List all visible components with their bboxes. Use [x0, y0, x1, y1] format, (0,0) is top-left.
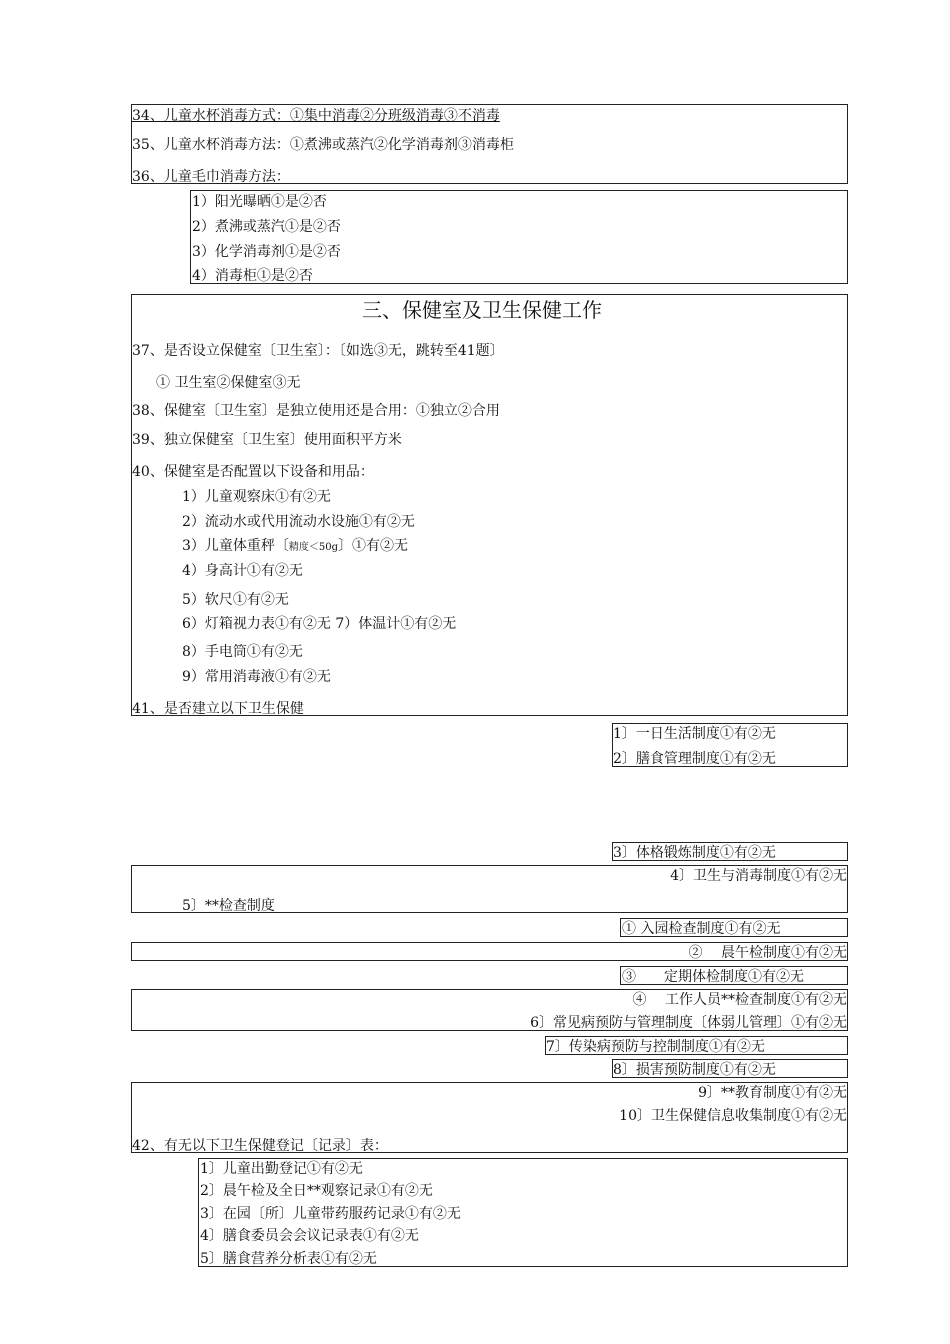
- q41-item-10: 10〕卫生保健信息收集制度①有②无: [619, 1108, 847, 1124]
- q40-item-5: 5）软尺①有②无: [182, 592, 289, 608]
- q41-item-5b: ② 晨午检制度①有②无: [688, 945, 847, 961]
- q41-item-4: 4〕卫生与消毒制度①有②无: [670, 868, 847, 884]
- q41-item-8: 8〕损害预防制度①有②无: [613, 1062, 776, 1078]
- q42-item-1: 1〕儿童出勤登记①有②无: [200, 1161, 363, 1177]
- q41-item-6: 6〕常见病预防与管理制度〔体弱儿管理〕①有②无: [530, 1015, 847, 1031]
- q40-item-2: 2）流动水或代用流动水设施①有②无: [182, 514, 415, 530]
- q42-item-4: 4〕膳食委员会会议记录表①有②无: [200, 1228, 419, 1244]
- q40-item-8: 8）手电筒①有②无: [182, 644, 303, 660]
- q41-item-5a: ① 入园检查制度①有②无: [622, 921, 781, 937]
- q36-text: 36、儿童毛巾消毒方法：: [132, 169, 290, 185]
- q41-item-9: 9〕**教育制度①有②无: [698, 1085, 847, 1101]
- q40-item-3-a: 3）儿童体重秤〔: [182, 538, 289, 554]
- q41-item-5c: ③ 定期体检制度①有②无: [622, 969, 804, 985]
- q42-item-2: 2〕晨午检及全日**观察记录①有②无: [200, 1183, 433, 1199]
- q40-text: 40、保健室是否配置以下设备和用品：: [132, 464, 374, 480]
- q38-text: 38、保健室〔卫生室〕是独立使用还是合用：①独立②合用: [132, 403, 500, 419]
- q37-text: 37、是否设立保健室〔卫生室〕：〔如选③无，跳转至41题〕: [132, 343, 504, 359]
- q40-item-3-b: 〕①有②无: [338, 538, 409, 554]
- q40-item-9: 9）常用消毒液①有②无: [182, 669, 331, 685]
- q40-item-3-precision: 精度＜50g: [288, 542, 339, 553]
- q40-item-3: [182, 537, 408, 557]
- q36-option-3: 3）化学消毒剂①是②否: [192, 244, 341, 260]
- q35-text: 35、儿童水杯消毒方法：①煮沸或蒸汽②化学消毒剂③消毒柜: [132, 137, 514, 153]
- q36-option-1: 1）阳光曝晒①是②否: [192, 194, 327, 210]
- q42-item-3: 3〕在园〔所〕儿童带药服药记录①有②无: [200, 1206, 461, 1222]
- q41-item-1: 1〕一日生活制度①有②无: [613, 726, 776, 742]
- section-title: 三、保健室及卫生保健工作: [362, 298, 602, 322]
- q41-item-2: 2〕膳食管理制度①有②无: [613, 751, 776, 767]
- q41-item-3: 3〕体格锻炼制度①有②无: [613, 845, 776, 861]
- q37-options: ① 卫生室②保健室③无: [156, 375, 301, 391]
- q42-item-5: 5〕膳食营养分析表①有②无: [200, 1251, 377, 1267]
- q40-item-4: 4）身高计①有②无: [182, 563, 303, 579]
- q40-item-6-7: 6）灯箱视力表①有②无 7）体温计①有②无: [182, 616, 457, 632]
- q42-text: 42、有无以下卫生保健登记〔记录〕表：: [132, 1138, 388, 1154]
- q41-text: 41、是否建立以下卫生保健: [132, 701, 304, 717]
- q34-text: 34、儿童水杯消毒方式：①集中消毒②分班级消毒③不消毒: [132, 108, 500, 124]
- q36-option-2: 2）煮沸或蒸汽①是②否: [192, 219, 341, 235]
- q41-item-5: 5〕**检查制度: [182, 898, 275, 914]
- q40-item-1: 1）儿童观察床①有②无: [182, 489, 331, 505]
- q41-item-7: 7〕传染病预防与控制制度①有②无: [546, 1039, 765, 1055]
- q39-text: 39、独立保健室〔卫生室〕使用面积平方米: [132, 432, 402, 448]
- q36-option-4: 4）消毒柜①是②否: [192, 268, 313, 284]
- q41-item-5d: ④ 工作人员**检查制度①有②无: [632, 992, 847, 1008]
